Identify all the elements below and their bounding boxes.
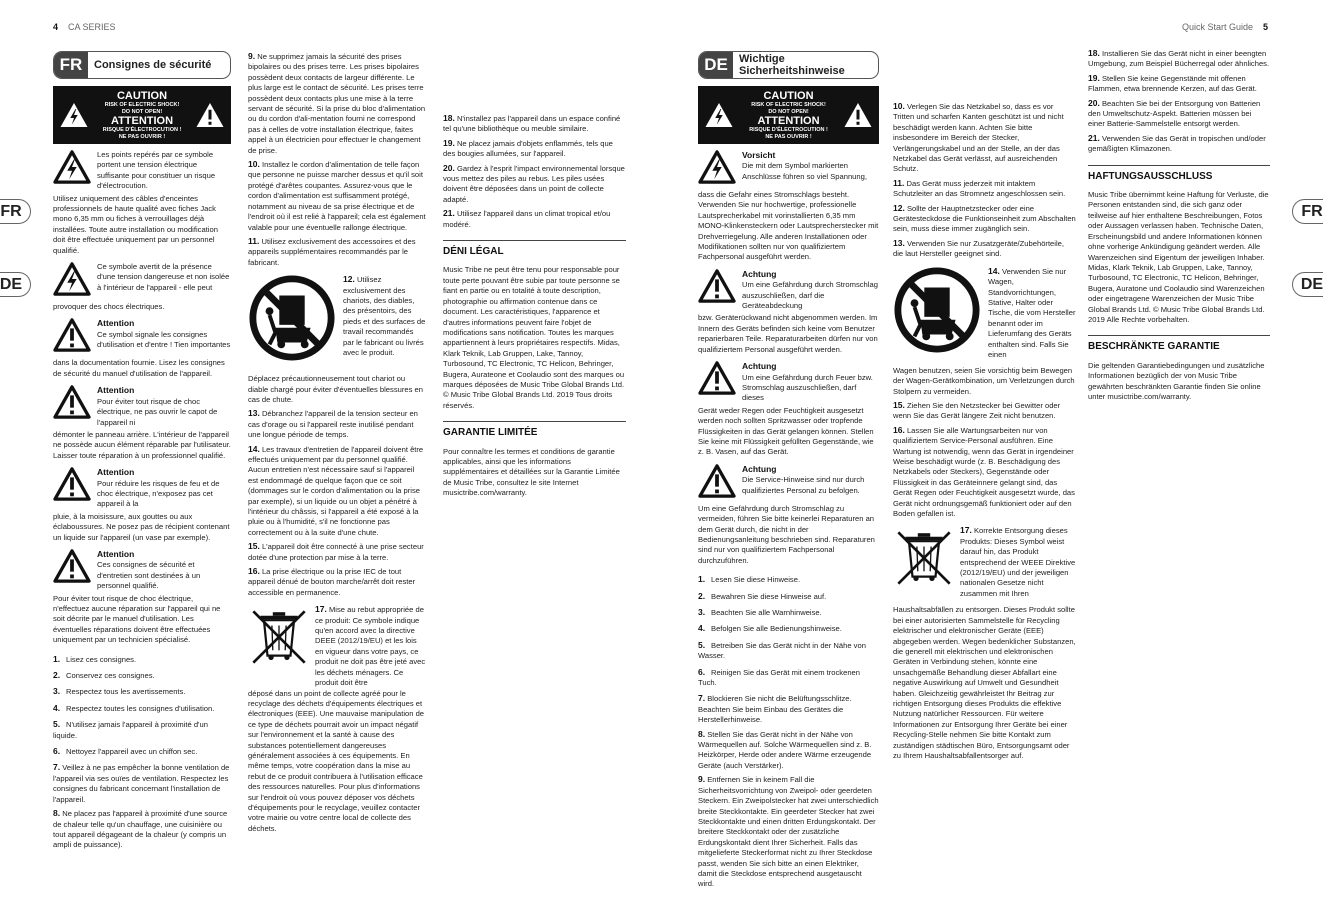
de-vorsicht-heading: Vorsicht [742, 150, 776, 160]
fr-warning-4-cont: démonter le panneau arrière. L'intérieur de l'appareil ne possède aucun élément réparable par l'utilisateur. Laisser toute réparation à un professionnel qualifié. [53, 429, 231, 460]
risque-label: RISQUE D'ÉLECTROCUTION ! [749, 127, 828, 133]
list-item: 1. Lesen Sie diese Hinweise. [698, 574, 801, 585]
cart-warning-icon [893, 266, 981, 354]
de-warning-1: Die mit dem Symbol markierten Anschlüsse führen so viel Spannung, [742, 161, 867, 181]
left-page-header [53, 22, 116, 32]
fr-warning-2-cont: provoquer des chocs électriques. [53, 302, 165, 312]
list-item: 3. Respectez tous les avertissements. [53, 686, 186, 697]
fr-section-badge [53, 51, 231, 79]
caution-label: CAUTION [116, 90, 168, 102]
fr-warning-2: Ce symbole avertit de la présence d'une tension dangereuse et non isolée à l'intérieur de l'appareil - elle peut [97, 262, 230, 292]
attention-label: ATTENTION [110, 115, 174, 127]
fr-warning-6-cont: Pour éviter tout risque de choc électrique, n'effectuez aucune réparation sur l'appareil qui ne soit décrite par le manuel d'utilisation. Les éventuelles réparations doivent être effectuées uniquement par un technicien spécialisé. [53, 593, 221, 645]
fr-language-code: FR [54, 52, 88, 78]
side-tab-de-right[interactable]: DE [1292, 272, 1323, 297]
list-item: 4. Befolgen Sie alle Bedienungshinweise. [698, 623, 842, 634]
de-item-8: 8. Stellen Sie das Gerät nicht in der Nähe von Wärmequellen auf. Solche Wärmequellen sind z. B. Heizkörper, Herde oder andere Wärme erzeugende Geräte (auch Verstärker). [698, 728, 872, 770]
de-warranty-text: Die geltenden Garantiebedingungen und zusätzliche Informationen bezüglich der von Music Tribe gewährten beschränkten Garantie finden Sie online unter musictribe.com/warranty. [1088, 360, 1265, 401]
fr-item-13: 13. Débranchez l'appareil de la tension secteur en cas d'orage ou si l'appareil reste inutilisé pendant une longue période de temps. [248, 408, 418, 440]
fr-item-7: 7. Veillez à ne pas empêcher la bonne ventilation de l'appareil via ses ouïes de ventilation. Respectez les consignes du fabricant concernant l'installation de l'appareil. [53, 762, 230, 804]
left-page-number: 4 [53, 22, 59, 32]
de-item-15: 15. Ziehen Sie den Netzstecker bei Gewitter oder wenn Sie das Gerät längere Zeit nicht benutzen. [893, 399, 1061, 421]
de-achtung-heading: Achtung [742, 268, 777, 279]
lightning-warning-icon [53, 150, 91, 184]
fr-attention-heading: Attention [97, 385, 135, 396]
fr-item-20: 20. Gardez à l'esprit l'impact environnemental lorsque vous mettez des piles au rebus. Les piles usées doivent être déposées dans un point de collecte adapté. [443, 162, 625, 204]
de-column-2 [893, 51, 1076, 764]
cart-warning-icon [248, 274, 336, 362]
de-warning-1-cont: dass die Gefahr eines Stromschlags besteht. Verwenden Sie nur hochwertige, professionelle Lautsprecherkabel mit vorinstallierten 6,35 mm MONO-Klinkensteckern oder Lautsprecherstecker mit Drehverriegelung. Alle anderen Installationen oder Modifikationen sollten nur von qualifiziertem Fachpersonal ausgeführt werden. [698, 190, 879, 262]
weee-bin-icon [893, 525, 955, 591]
exclamation-warning-icon [53, 318, 91, 352]
fr-warning-4: Pour éviter tout risque de choc électrique, ne pas ouvrir le capot de l'appareil ni [97, 396, 218, 427]
exclamation-warning-icon [53, 549, 91, 583]
fr-item-14: 14. Les travaux d'entretien de l'appareil doivent être effectués uniquement par du personnel qualifié. Aucun entretien n'est nécessaire sauf si l'appareil est endommagé de quelque façon que ce soit (dommages sur le cordon d'alimentation ou la prise par exemple), si un liquide ou un objet a pénétré à l'intérieur du châssis, si l'appareil a été exposé à la pluie ou à l'humidité, s'il ne fonctionne pas correctement ou à la suite d'une chute. [248, 443, 424, 537]
fr-item-12-cont: Déplacez précautionneusement tout chariot ou diable chargé pour éviter d'éventuelles blessures en cas de chute. [248, 374, 423, 404]
caution-label: CAUTION [763, 90, 814, 102]
fr-item-17-cont: déposé dans un point de collecte agréé pour le recyclage des déchets d'équipements électriques et électroniques (EEE). Une mauvaise manipulation de ce type de déchets pourrait avoir un impact négatif sur l'environnement et la santé à cause des substances potentiellement dangereuses généralement associées à ces équipements. En même temps, votre coopération dans la mise au rebut de ce produit contribuera à l'utilisation efficace des ressources naturelles. Pour plus d'informations sur l'endroit où vous pouvez déposer vos déchets d'équipements pour le recyclage, veuillez contacter votre mairie ou votre centre local de collecte des déchets. [248, 688, 425, 833]
fr-attention-heading: Attention [97, 548, 135, 559]
lightning-warning-icon [53, 262, 91, 296]
lightning-warning-icon [698, 150, 736, 184]
side-tab-de-left[interactable]: DE [0, 272, 31, 297]
list-item: 2. Conservez ces consignes. [53, 670, 155, 681]
fr-item-8: 8. Ne placez pas l'appareil à proximité d'une source de chaleur telle qu'un chauffage, une cuisinière ou tout appareil dégageant de la chaleur (y compris un ampli de puissance). [53, 808, 228, 850]
fr-attention-heading: Attention [97, 318, 135, 329]
fr-item-19: 19. Ne placez jamais d'objets enflammés, tels que des bougies allumées, sur l'appareil. [443, 137, 613, 159]
de-item-18: 18. Installieren Sie das Gerät nicht in einer beengten Umgebung, zum Beispiel Bücherregal oder ähnliches. [1088, 48, 1270, 69]
exclamation-warning-icon [53, 385, 91, 419]
de-caution-box [698, 86, 879, 144]
fr-item-10: 10. Installez le cordon d'alimentation de telle façon que personne ne puisse marcher dessus et qu'il soit protégé d'arêtes coupantes. Assurez-vous que le cordon d'alimentation est suffisamment protégé, notamment au niveau de sa prise électrique et de l'endroit où il est relié à l'appareil; cela est également valable pour une éventuelle rallonge électrique. [248, 159, 426, 232]
de-item-12: 12. Sollte der Hauptnetzstecker oder eine Gerätesteckdose die Funktionseinheit zum Abschalten sein, muss diese immer zugänglich sein. [893, 202, 1076, 234]
list-item: 5. N'utilisez jamais l'appareil à proximité d'un liquide. [53, 719, 208, 740]
right-title: Quick Start Guide [1181, 22, 1253, 32]
de-section-title-2: Sicherheitshinweise [739, 65, 845, 77]
de-item-10: 10. Verlegen Sie das Netzkabel so, dass es vor Tritten und scharfen Kanten geschützt ist und nicht beschädigt werden kann. Achten Sie bitte insbesondere im Bereich der Stecker, Verlängerungskabel und an der Stelle, an der das Netzkabel das Gerät verlässt, auf ausreichenden Schutz. [893, 101, 1064, 174]
fr-item-9: 9. Ne supprimez jamais la sécurité des prises bipolaires ou des prises terre. Les prises bipolaires possèdent deux contacts de largeur différente. Le plus large est le contact de sécurité. Les prises terre possèdent deux contacts plus une mise à la terre servant de sécurité. Si la prise du bloc d'alimentation ou du cordon d'ali-mentation fourni ne correspond pas à celles de votre installation électrique, faites appel à un électricien pour effectuer le changement de prise. [248, 51, 426, 155]
lightning-icon [704, 101, 734, 129]
list-item: 4. Respectez toutes les consignes d'utilisation. [53, 702, 215, 713]
de-warning-2: Um eine Gefährdung durch Stromschlag auszuschließen, darf die Geräteabdeckung [742, 280, 878, 311]
fr-item-12: 12. Utilisez exclusivement des chariots, des diables, des présentoirs, des pieds et des surfaces de travail recommandés par le fabricant ou livrés avec le produit. [343, 274, 426, 357]
de-column-3 [1088, 48, 1270, 405]
dont-open-label: DO NOT OPEN! [768, 108, 809, 115]
fr-column-2 [248, 51, 426, 837]
de-item-17: 17. Korrekte Entsorgung dieses Produkts: Dieses Symbol weist darauf hin, das Produkt entsprechend der WEEE Direktive (2012/19/EU) und der jeweiligen nationalen Gesetze nicht zusammen mit Ihren [960, 525, 1076, 598]
exclamation-warning-icon [698, 269, 736, 303]
attention-label: ATTENTION [757, 115, 820, 127]
de-column-1 [698, 51, 879, 893]
risk-label: RISK OF ELECTRIC SHOCK! [104, 102, 180, 108]
fr-instruction-list [53, 654, 231, 758]
fr-legal-text: Music Tribe ne peut être tenu pour responsable pour toute perte pouvant être subie par toute personne se fiant en partie ou en totalité à toute description, photographie ou affirmation contenue dans ce document. Les caractéristiques, l'apparence et d'autres informations peuvent faire l'objet de modifications sans notification. Toutes les marques appartiennent à leurs propriétaires respectifs. Midas, Klark Teknik, Lab Gruppen, Lake, Tannoy, Turbosound, TC Electronic, TC Helicon, Behringer, Bugera, Aurateone et Coolaudio sont des marques ou marques déposées de Music Tribe Global Brands Ltd. © Music Tribe Global Brands Ltd. 2019 Tous droits réservés. [443, 265, 625, 410]
de-item-11: 11. Das Gerät muss jederzeit mit intaktem Schutzleiter an das Stromnetz angeschlossen sein. [893, 177, 1066, 199]
exclamation-icon [195, 101, 225, 129]
fr-warning-6: Ces consignes de sécurité et d'entretien sont destinées à un personnel qualifié. [97, 560, 201, 591]
fr-item-21: 21. Utilisez l'appareil dans un climat tropical et/ou modéré. [443, 208, 611, 229]
fr-warning-3-cont: dans la documentation fournie. Lisez les consignes de sécurité du manuel d'utilisation de l'appareil. [53, 358, 225, 378]
fr-legal-title: DÉNI LÉGAL [443, 240, 626, 257]
fr-section-title: Consignes de sécurité [88, 52, 217, 78]
list-item: 6. Nettoyez l'appareil avec un chiffon sec. [53, 746, 198, 757]
exclamation-warning-icon [53, 467, 91, 501]
list-item: 5. Betreiben Sie das Gerät nicht in der Nähe von Wasser. [698, 639, 866, 661]
right-page-header [1182, 22, 1268, 32]
de-item-16: 16. Lassen Sie alle Wartungsarbeiten nur von qualifiziertem Service-Personal ausführen. Eine Wartung ist notwendig, wenn das Gerät in irgendeiner Weise beschädigt wurde (z. B. Beschädigung des Netzkabels oder Steckers), Gegenstände oder Flüssigkeit in das Geräteinnere gelangt sind, das Gerät Regen oder Feuchtigkeit ausgesetzt wurde, das Gerät nicht ordnungsgemäß funktioniert oder auf den Boden gefallen ist. [893, 424, 1075, 518]
weee-bin-icon [248, 604, 310, 670]
de-section-title-1: Wichtige [739, 53, 785, 65]
list-item: 1. Lisez ces consignes. [53, 653, 137, 664]
de-warranty-title: BESCHRÄNKTE GARANTIE [1088, 335, 1270, 352]
fr-item-15: 15. L'appareil doit être connecté à une prise secteur dotée d'une protection par mise à la terre. [248, 541, 424, 562]
de-warning-4: Die Service-Hinweise sind nur durch qualifiziertes Personal zu befolgen. [742, 475, 865, 495]
ne-pas-ouvrir-label: NE PAS OUVRIR ! [118, 133, 166, 140]
fr-warranty-title: GARANTIE LIMITÉE [443, 421, 626, 438]
fr-warranty-text: Pour connaître les termes et conditions de garantie applicables, ainsi que les informations supplémentaires et détaillées sur la Garantie Limitée de Music Tribe, consultez le site Internet musictribe.com/warranty. [443, 446, 620, 498]
de-legal-text: Music Tribe übernimmt keine Haftung für Verluste, die Personen entstanden sind, die sich ganz oder teilweise auf hier enthaltene Beschreibungen, Fotos oder Aussagen verlassen haben. Technische Daten, Erscheinungsbild und andere Informationen können ohne vorherige Ankündigung geändert werden. Alle Warenzeichen sind Eigentum der jeweiligen Inhaber. Midas, Klark Teknik, Lab Gruppen, Lake, Tannoy, Turbosound, TC Electronic, TC Helicon, Behringer, Bugera, Auratone und Coolaudio sind Warenzeichen oder eingetragene Warenzeichen der Music Tribe Global Brands Ltd. © Music Tribe Global Brands Ltd. 2019 Alle Rechte vorbehalten. [1088, 190, 1269, 324]
de-warning-3: Um eine Gefährdung durch Feuer bzw. Stromschlag auszuschließen, darf dieses [742, 372, 873, 403]
fr-item-11: 11. Utilisez exclusivement des accessoires et des appareils supplémentaires recommandés par le fabricant. [248, 235, 416, 267]
de-achtung-heading: Achtung [742, 361, 777, 372]
ne-pas-ouvrir-label: NE PAS OUVRIR ! [765, 133, 812, 140]
risque-label: RISQUE D'ÉLECTROCUTION ! [102, 127, 182, 133]
exclamation-warning-icon [698, 361, 736, 395]
de-achtung-heading: Achtung [742, 463, 777, 474]
lightning-icon [59, 101, 89, 129]
de-section-badge [698, 51, 879, 79]
exclamation-warning-icon [698, 464, 736, 498]
de-warning-3-cont: Gerät weder Regen oder Feuchtigkeit ausgesetzt werden noch sollten Spritzwasser oder tropfende Flüssigkeiten in das Gerät gelangen können. Stellen Sie keine mit Flüssigkeit gefüllten Gegenstände, wie z. B. Vasen, auf das Gerät. [698, 405, 874, 457]
list-item: 2. Bewahren Sie diese Hinweise auf. [698, 590, 827, 601]
fr-caution-box [53, 86, 231, 144]
risk-label: RISK OF ELECTRIC SHOCK! [751, 102, 826, 108]
fr-item-17: 17. Mise au rebut appropriée de ce produit: Ce symbole indique qu'en accord avec la directive DEEE (2012/19/EU) et les lois en vigueur dans votre pays, ce produit ne doit pas être jeté avec les déchets ménagers. Ce produit doit être [315, 604, 426, 688]
fr-warning-3: Ce symbol signale les consignes d'utilisation et d'entre ! Tien importantes [97, 329, 231, 350]
fr-warning-1-cont: Utilisez uniquement des câbles d'enceintes professionnels de haute qualité avec fiches Jack mono 6,35 mm ou fiches à verrouillages déjà installées. Toute autre installation ou modification doit être effectuée uniquement par un personnel qualifié. [53, 193, 218, 255]
fr-item-18: 18. N'installez pas l'appareil dans un espace confiné tel qu'une bibliothèque ou meuble similaire. [443, 113, 621, 134]
dont-open-label: DO NOT OPEN! [121, 108, 163, 115]
fr-warning-5: Pour réduire les risques de feu et de choc électrique, n'exposez pas cet appareil à la [97, 478, 220, 509]
fr-column-3 [443, 51, 626, 502]
list-item: 6. Reinigen Sie das Gerät mit einem trockenen Tuch. [698, 666, 860, 688]
left-series: CA SERIES [68, 22, 116, 32]
de-warning-2-cont: bzw. Geräterückwand nicht abgenommen werden. Im Innern des Geräts befinden sich keine vom Benutzer reparierbaren Teile. Reparaturarbeiten dürfen nur von qualifiziertem Personal ausgeführt werden. [698, 313, 878, 354]
fr-attention-heading: Attention [97, 467, 135, 478]
de-item-19: 19. Stellen Sie keine Gegenstände mit offenen Flammen, etwa brennende Kerzen, auf das Gerät. [1088, 72, 1257, 94]
fr-warning-1: Les points repérés par ce symbole portent une tension électrique suffisante pour constituer un risque d'électrocution. [97, 150, 216, 191]
right-page-number: 5 [1262, 22, 1268, 32]
de-item-9: 9. Entfernen Sie in keinem Fall die Sicherheitsvorrichtung von Zweipol- oder geerdeten Steckern. Ein Zweipolstecker hat zwei unterschiedlich breite Steckkontakte. Ein geerdeter Stecker hat zwei Steckkontakte und einen dritten Erdungskontakt. Der breitere Steckkontakt oder der zusätzliche Erdungskontakt dient Ihrer Sicherheit. Falls das mitgelieferte Steckerformat nicht zu Ihrer Steckdose passt, wenden Sie sich bitte an einen Elektriker, damit die Steckdose entsprechend ausgetauscht wird. [698, 774, 879, 889]
de-language-code: DE [699, 52, 733, 78]
de-legal-title: HAFTUNGSAUSSCHLUSS [1088, 165, 1270, 182]
fr-item-16: 16. La prise électrique ou la prise IEC de tout appareil dénué de bouton marche/arrêt doit rester accessible en permanence. [248, 566, 416, 597]
de-warning-4-cont: Um eine Gefährdung durch Stromschlag zu vermeiden, führen Sie bitte keinerlei Reparaturen an dem Gerät durch, die nicht in der Bedienungsanleitung beschrieben sind. Reparaturen sind nur von qualifiziertem Fachpersonal durchzuführen. [698, 503, 875, 565]
de-item-14-cont: Wagen benutzen, seien Sie vorsichtig beim Bewegen der Wagen-Gerätkombination, um Verletzungen durch Stolpern zu vermeiden. [893, 365, 1075, 396]
de-item-17-cont: Haushaltsabfällen zu entsorgen. Dieses Produkt sollte bei einer autorisierten Sammelstelle für Recycling elektrischer und elektronischer Geräte (EEE) abgegeben werden. Wegen bedenklicher Substanzen, die generell mit elektrischen und elektronischen Geräten in Verbindung stehen, könnte eine unsachgemäße Behandlung dieser Abfallart eine negative Auswirkung auf Umwelt und Gesundheit haben. Gleichzeitig gewährleistet Ihr Beitrag zur richtigen Entsorgung dieses Produkts die effektive Nutzung natürlicher Ressourcen. Für weitere Informationen zur Entsorgung Ihrer Geräte bei einer Recycling-Stelle nehmen Sie bitte Kontakt zum zuständigen städtischen Büro, Entsorgungsamt oder zu Ihrem Haushaltsabfallentsorger auf. [893, 605, 1076, 761]
de-instruction-list [698, 574, 879, 688]
fr-warning-5-cont: pluie, à la moisissure, aux gouttes ou aux éclaboussures. Ne posez pas de récipient contenant un liquide sur l'appareil (un vase par exemple). [53, 511, 230, 542]
list-item: 3. Beachten Sie alle Warnhinweise. [698, 607, 822, 617]
side-tab-fr-left[interactable]: FR [0, 199, 31, 224]
de-item-14: 14. Verwenden Sie nur Wagen, Standvorrichtungen, Stative, Halter oder Tische, die vom Hersteller benannt oder im Lieferumfang des Geräts enthalten sind. Falls Sie einen [988, 265, 1076, 359]
side-tab-fr-right[interactable]: FR [1292, 199, 1323, 224]
de-item-21: 21. Verwenden Sie das Gerät in tropischen und/oder gemäßigten Klimazonen. [1088, 132, 1266, 154]
exclamation-icon [843, 101, 873, 129]
de-item-20: 20. Beachten Sie bei der Entsorgung von Batterien den Umweltschutz-Aspekt. Batterien müssen bei einer Batterie-Sammelstelle entsorgt werden. [1088, 97, 1261, 129]
de-item-13: 13. Verwenden Sie nur Zusatzgeräte/Zubehörteile, die laut Hersteller geeignet sind. [893, 237, 1064, 259]
de-item-7: 7. Blockieren Sie nicht die Belüftungsschlitze. Beachten Sie beim Einbau des Gerätes die Herstellerhinweise. [698, 693, 852, 725]
fr-column-1 [53, 51, 231, 854]
